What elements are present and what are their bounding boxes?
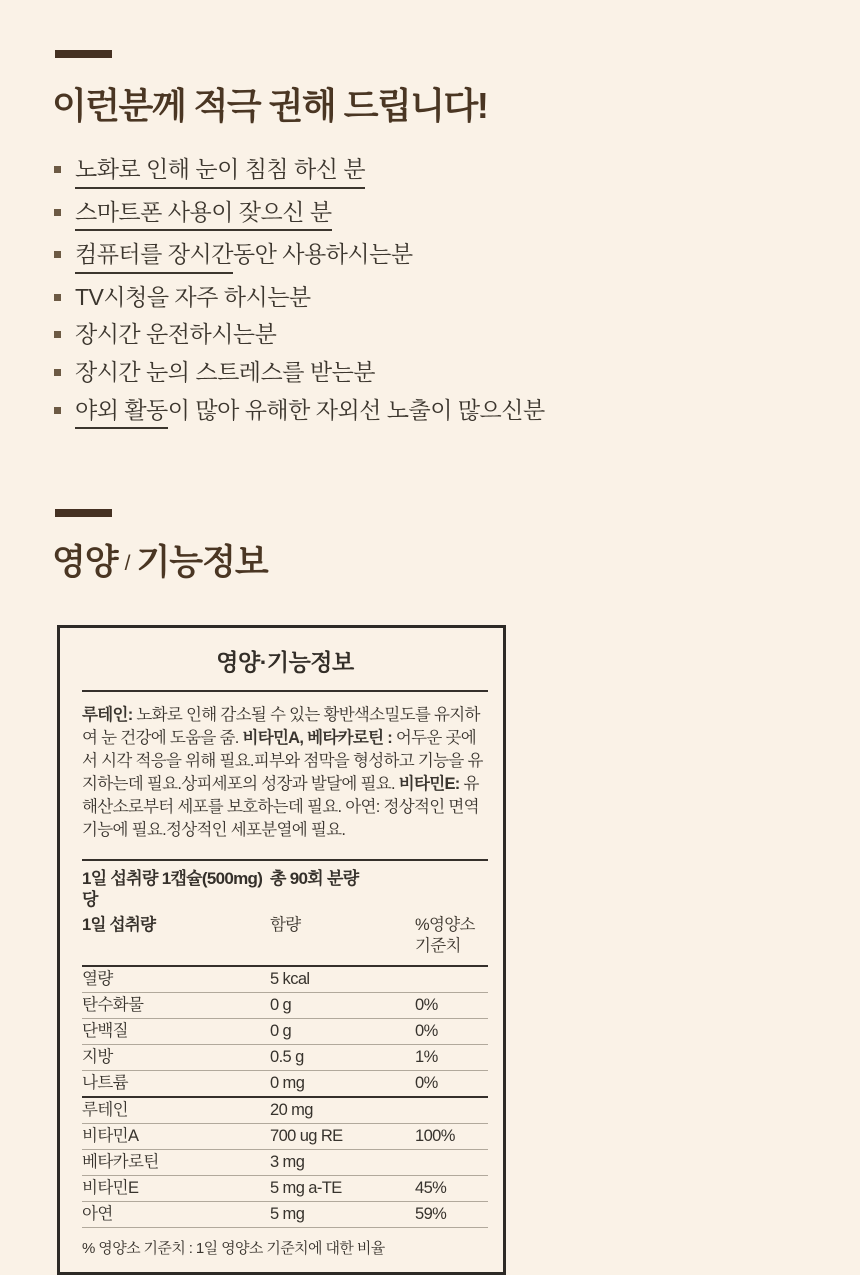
square-bullet-icon — [54, 331, 61, 338]
cell-label: 단백질 — [82, 1021, 129, 1040]
cell-amount: 5 kcal — [270, 969, 310, 988]
cell-percent: 45% — [415, 1178, 447, 1197]
square-bullet-icon — [54, 294, 61, 301]
section-marker-bar — [55, 509, 112, 517]
list-item-text: 스마트폰 사용이 잦으신 분 — [75, 199, 332, 232]
cell-percent: 100% — [415, 1126, 455, 1145]
panel-description: 루테인: 노화로 인해 감소될 수 있는 황반색소밀도를 유지하여 눈 건강에 도움을 줌. 비타민A, 베타카로틴 : 어두운 곳에서 시각 적응을 위해 필요.피부와 점막을 형성하고 기능을 유지하는데 필요.상피세포의 성장과 발달에 필요. 비타민E: 유해산소로부터 세포를 보호하는데 필요. 아연: 정상적인 면역기능에 필요.정상적인 세포분열에 필요. — [82, 706, 483, 840]
nutrition-section-title — [52, 535, 860, 585]
divider — [82, 859, 488, 861]
cell-label: 나트륨 — [82, 1073, 129, 1092]
column-header-amount: 함량 — [270, 915, 301, 934]
cell-amount: 700 ug RE — [270, 1126, 343, 1145]
recommend-section-title: 이런분께 적극 권해 드립니다! — [52, 85, 488, 126]
cell-percent: 1% — [415, 1047, 438, 1066]
table-row — [82, 1045, 488, 1071]
cell-amount: 5 mg — [270, 1204, 305, 1223]
table-row — [82, 1124, 488, 1150]
table-row — [82, 1071, 488, 1098]
list-item — [52, 397, 860, 430]
cell-label: 탄수화물 — [82, 995, 144, 1014]
cell-label: 베타카로틴 — [82, 1152, 159, 1171]
list-item-text: 장시간 눈의 스트레스를 받는분 — [75, 358, 376, 385]
divider — [82, 690, 488, 692]
list-item — [52, 241, 860, 274]
list-item — [52, 321, 860, 349]
cell-label: 비타민A — [82, 1126, 139, 1145]
cell-percent — [415, 970, 488, 989]
table-row — [82, 1098, 488, 1124]
cell-amount: 0 mg — [270, 1073, 305, 1092]
title-slash-divider: / — [124, 552, 130, 576]
column-header-percent: %영양소기준치 — [415, 915, 475, 955]
list-item — [52, 359, 860, 387]
cell-percent: 0% — [415, 1073, 438, 1092]
cell-amount: 0 g — [270, 1021, 292, 1040]
cell-label: 비타민E — [82, 1178, 139, 1197]
cell-amount: 3 mg — [270, 1152, 305, 1171]
list-item — [52, 284, 860, 312]
table-row — [82, 967, 488, 993]
table-row — [82, 993, 488, 1019]
table-row — [82, 1150, 488, 1176]
section-marker-bar — [55, 50, 112, 58]
table-row — [82, 1176, 488, 1202]
cell-label: 루테인 — [82, 1100, 129, 1119]
list-item-text: 노화로 인해 눈이 침침 하신 분 — [75, 156, 365, 189]
list-item-text: TV시청을 자주 하시는분 — [75, 283, 311, 310]
square-bullet-icon — [54, 209, 61, 216]
nutrition-rows — [82, 967, 488, 1228]
list-item-text: 컴퓨터를 장시간동안 사용하시는분 — [75, 241, 413, 274]
square-bullet-icon — [54, 166, 61, 173]
nutrition-title-sub: 기능정보 — [136, 543, 268, 583]
square-bullet-icon — [54, 407, 61, 414]
serving-info-row — [82, 868, 488, 910]
list-item-text: 야외 활동이 많아 유해한 자외선 노출이 많으신분 — [75, 397, 545, 430]
panel-title: 영양·기능정보 — [216, 649, 354, 676]
cell-percent: 0% — [415, 1021, 438, 1040]
list-item — [52, 199, 860, 232]
list-item — [52, 156, 860, 189]
nutrition-facts-panel — [57, 625, 506, 1275]
total-servings-label: 총 90회 분량 — [270, 868, 359, 888]
nutrition-title-main: 영양 — [52, 543, 118, 583]
cell-amount: 5 mg a-TE — [270, 1178, 342, 1197]
table-column-headers — [82, 915, 488, 965]
cell-amount: 0.5 g — [270, 1047, 304, 1066]
recommend-list — [52, 156, 860, 429]
cell-label: 아연 — [82, 1204, 113, 1223]
cell-amount: 0 g — [270, 995, 292, 1014]
cell-amount: 20 mg — [270, 1100, 313, 1119]
serving-size-label: 1일 섭취량 1캡슐(500mg)당 — [82, 868, 263, 909]
cell-label: 지방 — [82, 1047, 113, 1066]
square-bullet-icon — [54, 251, 61, 258]
panel-footnote: % 영양소 기준치 : 1일 영양소 기준치에 대한 비율 — [82, 1239, 385, 1257]
column-header-nutrient: 1일 섭취량 — [82, 915, 156, 934]
table-row — [82, 1202, 488, 1228]
table-row — [82, 1019, 488, 1045]
cell-percent — [415, 1153, 488, 1172]
cell-percent: 0% — [415, 995, 438, 1014]
cell-percent: 59% — [415, 1204, 447, 1223]
cell-percent — [415, 1101, 488, 1120]
cell-label: 열량 — [82, 969, 113, 988]
square-bullet-icon — [54, 369, 61, 376]
list-item-text: 장시간 운전하시는분 — [75, 321, 277, 348]
